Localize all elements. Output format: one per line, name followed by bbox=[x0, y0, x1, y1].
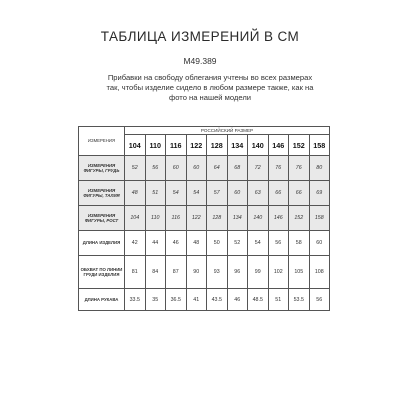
table-cell: 42 bbox=[125, 231, 146, 256]
table-cell: 81 bbox=[125, 256, 146, 289]
table-cell: 54 bbox=[248, 231, 269, 256]
table-cell: 140 bbox=[248, 206, 269, 231]
table-cell: 93 bbox=[207, 256, 228, 289]
table-row bbox=[79, 256, 330, 289]
table-cell: 72 bbox=[248, 156, 269, 181]
corner-label: ИЗМЕРЕНИЯ bbox=[79, 127, 125, 156]
table-cell: 48 bbox=[186, 231, 207, 256]
table-cell: 104 bbox=[125, 206, 146, 231]
table-cell: 56 bbox=[309, 289, 330, 311]
table-cell: 60 bbox=[227, 181, 248, 206]
table-cell: 50 bbox=[207, 231, 228, 256]
table-cell: 108 bbox=[309, 256, 330, 289]
article-number: M49.389 bbox=[183, 56, 217, 66]
table-cell: 60 bbox=[166, 156, 187, 181]
size-header: 158 bbox=[309, 135, 330, 156]
table-cell: 48.5 bbox=[248, 289, 269, 311]
page-title: ТАБЛИЦА ИЗМЕРЕНИЙ В СМ bbox=[100, 29, 300, 44]
table-cell: 60 bbox=[186, 156, 207, 181]
table-cell: 60 bbox=[309, 231, 330, 256]
table-cell: 146 bbox=[268, 206, 289, 231]
size-header: 104 bbox=[125, 135, 146, 156]
table-cell: 54 bbox=[186, 181, 207, 206]
table-cell: 116 bbox=[166, 206, 187, 231]
size-header: 146 bbox=[268, 135, 289, 156]
fit-note: Прибавки на свободу облегания учтены во всех размерах так, чтобы изделие сидело в любом размере также, как на фото на нашей модели bbox=[106, 73, 314, 102]
table-cell: 128 bbox=[207, 206, 228, 231]
size-header: 152 bbox=[289, 135, 310, 156]
size-header: 122 bbox=[186, 135, 207, 156]
table-cell: 52 bbox=[125, 156, 146, 181]
table-cell: 96 bbox=[227, 256, 248, 289]
table-cell: 46 bbox=[166, 231, 187, 256]
table-cell: 53.5 bbox=[289, 289, 310, 311]
table-cell: 152 bbox=[289, 206, 310, 231]
table-cell: 33.5 bbox=[125, 289, 146, 311]
table-cell: 46 bbox=[227, 289, 248, 311]
table-cell: 54 bbox=[166, 181, 187, 206]
table-cell: 41 bbox=[186, 289, 207, 311]
table-cell: 122 bbox=[186, 206, 207, 231]
table-cell: 87 bbox=[166, 256, 187, 289]
table-cell: 158 bbox=[309, 206, 330, 231]
table-cell: 66 bbox=[289, 181, 310, 206]
table-row bbox=[79, 206, 330, 231]
row-label: ДЛИНА РУКАВА bbox=[79, 289, 125, 311]
table-cell: 102 bbox=[268, 256, 289, 289]
table-cell: 134 bbox=[227, 206, 248, 231]
table-cell: 36.5 bbox=[166, 289, 187, 311]
table-cell: 57 bbox=[207, 181, 228, 206]
group-header-row bbox=[79, 127, 330, 135]
table-row bbox=[79, 289, 330, 311]
table-cell: 105 bbox=[289, 256, 310, 289]
table-cell: 35 bbox=[145, 289, 166, 311]
table-cell: 64 bbox=[207, 156, 228, 181]
row-label: ИЗМЕРЕНИЯ ФИГУРЫ, ТАЛИЯ bbox=[79, 181, 125, 206]
table-cell: 84 bbox=[145, 256, 166, 289]
row-label: ДЛИНА ИЗДЕЛИЯ bbox=[79, 231, 125, 256]
table-cell: 56 bbox=[145, 156, 166, 181]
group-header: РОССИЙСКИЙ РАЗМЕР bbox=[125, 127, 330, 135]
table-cell: 110 bbox=[145, 206, 166, 231]
size-chart-table bbox=[78, 126, 330, 311]
row-label: ИЗМЕРЕНИЯ ФИГУРЫ, РОСТ bbox=[79, 206, 125, 231]
table-cell: 76 bbox=[289, 156, 310, 181]
row-label: ИЗМЕРЕНИЯ ФИГУРЫ, ГРУДЬ bbox=[79, 156, 125, 181]
size-header: 134 bbox=[227, 135, 248, 156]
table-cell: 51 bbox=[145, 181, 166, 206]
table-row bbox=[79, 156, 330, 181]
size-header: 128 bbox=[207, 135, 228, 156]
table-cell: 69 bbox=[309, 181, 330, 206]
table-cell: 44 bbox=[145, 231, 166, 256]
table-cell: 63 bbox=[248, 181, 269, 206]
table-row bbox=[79, 181, 330, 206]
table-cell: 56 bbox=[268, 231, 289, 256]
row-label: ОБХВАТ ПО ЛИНИИ ГРУДИ ИЗДЕЛИЯ bbox=[79, 256, 125, 289]
table-cell: 52 bbox=[227, 231, 248, 256]
table-cell: 48 bbox=[125, 181, 146, 206]
size-header: 116 bbox=[166, 135, 187, 156]
table-cell: 66 bbox=[268, 181, 289, 206]
table-cell: 90 bbox=[186, 256, 207, 289]
table-row bbox=[79, 231, 330, 256]
table-cell: 80 bbox=[309, 156, 330, 181]
size-header: 110 bbox=[145, 135, 166, 156]
table-cell: 76 bbox=[268, 156, 289, 181]
table-cell: 51 bbox=[268, 289, 289, 311]
size-header: 140 bbox=[248, 135, 269, 156]
table-cell: 99 bbox=[248, 256, 269, 289]
table-cell: 43.5 bbox=[207, 289, 228, 311]
table-cell: 68 bbox=[227, 156, 248, 181]
table-cell: 58 bbox=[289, 231, 310, 256]
